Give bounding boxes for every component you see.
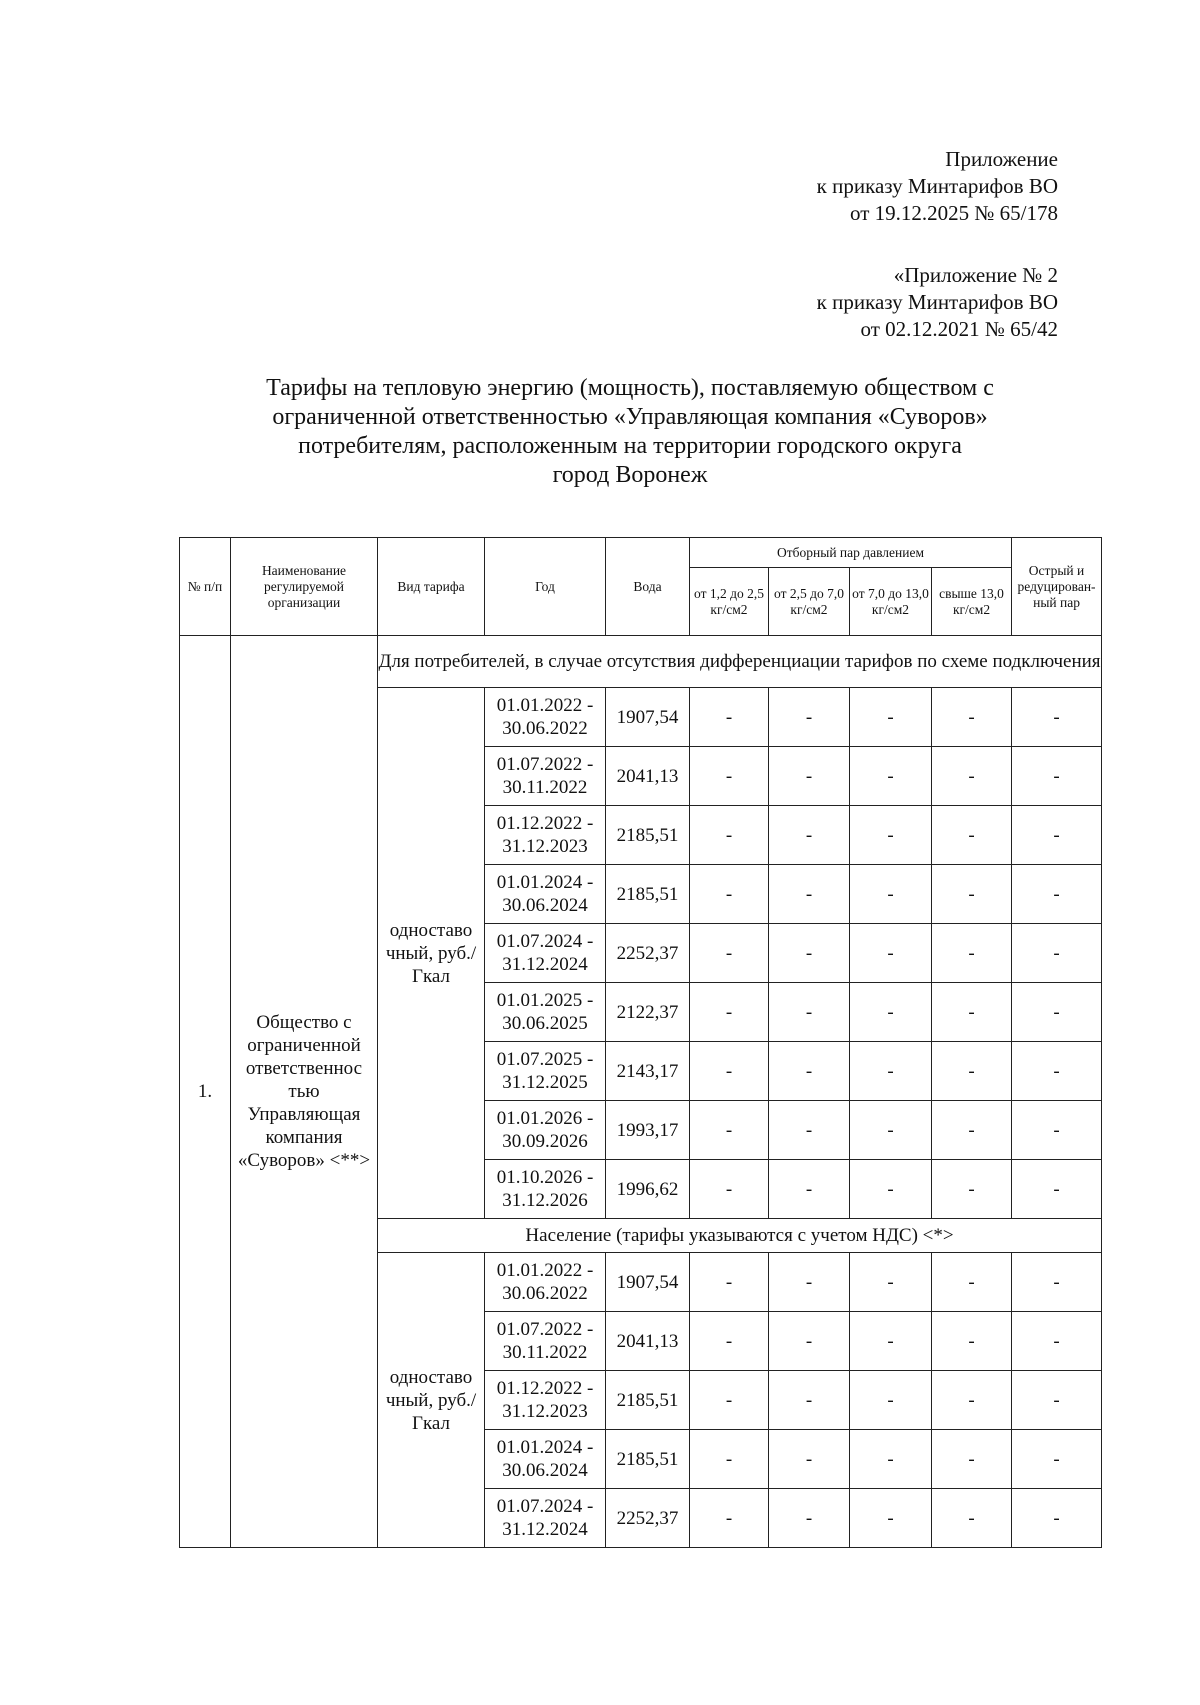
steam-2-value: - — [769, 747, 850, 806]
header-num: № п/п — [180, 538, 231, 636]
steam-4-value: - — [932, 865, 1012, 924]
steam-3-value: - — [850, 1101, 932, 1160]
steam-4-value: - — [932, 1253, 1012, 1312]
sharp-steam-value: - — [1012, 688, 1102, 747]
water-value: 2185,51 — [606, 806, 690, 865]
steam-4-value: - — [932, 1371, 1012, 1430]
water-value: 1907,54 — [606, 1253, 690, 1312]
title-line: потребителям, расположенным на территории городского округа — [298, 433, 962, 459]
period: 01.07.2022 - 30.11.2022 — [485, 747, 606, 806]
appendix-line: от 19.12.2025 № 65/178 — [849, 201, 1058, 225]
prior-appendix-line: «Приложение № 2 — [893, 263, 1058, 287]
steam-1-value: - — [690, 1430, 769, 1489]
period: 01.12.2022 - 31.12.2023 — [485, 806, 606, 865]
period: 01.01.2022 - 30.06.2022 — [485, 688, 606, 747]
steam-3-value: - — [850, 688, 932, 747]
header-steam-2: от 2,5 до 7,0 кг/см2 — [769, 568, 850, 636]
steam-2-value: - — [769, 865, 850, 924]
steam-1-value: - — [690, 1312, 769, 1371]
row-number: 1. — [180, 636, 231, 1548]
water-value: 2252,37 — [606, 1489, 690, 1548]
steam-2-value: - — [769, 1371, 850, 1430]
steam-4-value: - — [932, 1042, 1012, 1101]
prior-appendix-line: от 02.12.2021 № 65/42 — [860, 317, 1058, 341]
sharp-steam-value: - — [1012, 747, 1102, 806]
appendix-line: к приказу Минтарифов ВО — [816, 174, 1058, 198]
steam-1-value: - — [690, 1253, 769, 1312]
steam-4-value: - — [932, 1312, 1012, 1371]
water-value: 2143,17 — [606, 1042, 690, 1101]
period: 01.01.2024 - 30.06.2024 — [485, 865, 606, 924]
water-value: 1993,17 — [606, 1101, 690, 1160]
steam-2-value: - — [769, 1312, 850, 1371]
sharp-steam-value: - — [1012, 1312, 1102, 1371]
steam-3-value: - — [850, 865, 932, 924]
header-org: Наименование регулируемой организации — [231, 538, 378, 636]
steam-4-value: - — [932, 688, 1012, 747]
title-line: ограниченной ответственностью «Управляющая компания «Суворов» — [272, 404, 988, 430]
steam-2-value: - — [769, 1042, 850, 1101]
sharp-steam-value: - — [1012, 1489, 1102, 1548]
steam-3-value: - — [850, 983, 932, 1042]
title-line: Тарифы на тепловую энергию (мощность), поставляемую обществом с — [266, 375, 994, 401]
period: 01.01.2026 - 30.09.2026 — [485, 1101, 606, 1160]
prior-appendix-line: к приказу Минтарифов ВО — [816, 290, 1058, 314]
period: 01.10.2026 - 31.12.2026 — [485, 1160, 606, 1219]
steam-1-value: - — [690, 1101, 769, 1160]
header-year: Год — [485, 538, 606, 636]
appendix-header — [817, 146, 1058, 227]
steam-1-value: - — [690, 1371, 769, 1430]
section-heading: Для потребителей, в случае отсутствия дифференциации тарифов по схеме подключения — [378, 636, 1102, 688]
water-value: 2185,51 — [606, 1371, 690, 1430]
steam-4-value: - — [932, 924, 1012, 983]
sharp-steam-value: - — [1012, 1160, 1102, 1219]
header-steam-3: от 7,0 до 13,0 кг/см2 — [850, 568, 932, 636]
steam-3-value: - — [850, 1312, 932, 1371]
steam-1-value: - — [690, 747, 769, 806]
header-sharp-steam: Острый и редуцирован-ный пар — [1012, 538, 1102, 636]
steam-3-value: - — [850, 1253, 932, 1312]
appendix-line: Приложение — [945, 147, 1058, 171]
steam-2-value: - — [769, 688, 850, 747]
steam-1-value: - — [690, 924, 769, 983]
steam-4-value: - — [932, 1430, 1012, 1489]
sharp-steam-value: - — [1012, 806, 1102, 865]
steam-2-value: - — [769, 1253, 850, 1312]
steam-2-value: - — [769, 1101, 850, 1160]
sharp-steam-value: - — [1012, 983, 1102, 1042]
period: 01.12.2022 - 31.12.2023 — [485, 1371, 606, 1430]
tariff-table — [179, 537, 1102, 1548]
title-line: город Воронеж — [552, 462, 708, 488]
water-value: 2252,37 — [606, 924, 690, 983]
steam-1-value: - — [690, 806, 769, 865]
sharp-steam-value: - — [1012, 865, 1102, 924]
steam-1-value: - — [690, 1160, 769, 1219]
header-steam-1: от 1,2 до 2,5 кг/см2 — [690, 568, 769, 636]
steam-3-value: - — [850, 1160, 932, 1219]
water-value: 2041,13 — [606, 747, 690, 806]
section-heading: Население (тарифы указываются с учетом НДС) <*> — [378, 1219, 1102, 1253]
steam-1-value: - — [690, 983, 769, 1042]
period: 01.07.2025 - 31.12.2025 — [485, 1042, 606, 1101]
steam-2-value: - — [769, 924, 850, 983]
steam-4-value: - — [932, 983, 1012, 1042]
sharp-steam-value: - — [1012, 1253, 1102, 1312]
tariff-type: одноставо чный, руб./Гкал — [378, 1253, 485, 1548]
header-steam-group: Отборный пар давлением — [690, 538, 1012, 568]
steam-3-value: - — [850, 1430, 932, 1489]
steam-3-value: - — [850, 806, 932, 865]
water-value: 2185,51 — [606, 1430, 690, 1489]
document-title — [180, 374, 1080, 490]
period: 01.01.2022 - 30.06.2022 — [485, 1253, 606, 1312]
water-value: 2041,13 — [606, 1312, 690, 1371]
prior-appendix-header — [817, 262, 1058, 343]
period: 01.07.2022 - 30.11.2022 — [485, 1312, 606, 1371]
steam-4-value: - — [932, 747, 1012, 806]
steam-2-value: - — [769, 806, 850, 865]
steam-4-value: - — [932, 806, 1012, 865]
steam-4-value: - — [932, 1489, 1012, 1548]
steam-2-value: - — [769, 1489, 850, 1548]
steam-4-value: - — [932, 1101, 1012, 1160]
header-steam-4: свыше 13,0 кг/см2 — [932, 568, 1012, 636]
period: 01.01.2024 - 30.06.2024 — [485, 1430, 606, 1489]
sharp-steam-value: - — [1012, 1042, 1102, 1101]
steam-1-value: - — [690, 865, 769, 924]
water-value: 2122,37 — [606, 983, 690, 1042]
sharp-steam-value: - — [1012, 924, 1102, 983]
steam-3-value: - — [850, 1489, 932, 1548]
steam-3-value: - — [850, 1042, 932, 1101]
period: 01.07.2024 - 31.12.2024 — [485, 1489, 606, 1548]
steam-2-value: - — [769, 983, 850, 1042]
header-water: Вода — [606, 538, 690, 636]
steam-1-value: - — [690, 1489, 769, 1548]
steam-2-value: - — [769, 1430, 850, 1489]
organization-name: Общество с ограниченной ответственнос тью Управляющая компания «Суворов» <**> — [231, 636, 378, 1548]
water-value: 1996,62 — [606, 1160, 690, 1219]
tariff-type: одноставо чный, руб./Гкал — [378, 688, 485, 1219]
period: 01.07.2024 - 31.12.2024 — [485, 924, 606, 983]
steam-1-value: - — [690, 688, 769, 747]
sharp-steam-value: - — [1012, 1371, 1102, 1430]
water-value: 1907,54 — [606, 688, 690, 747]
sharp-steam-value: - — [1012, 1101, 1102, 1160]
steam-4-value: - — [932, 1160, 1012, 1219]
water-value: 2185,51 — [606, 865, 690, 924]
header-tariff-type: Вид тарифа — [378, 538, 485, 636]
sharp-steam-value: - — [1012, 1430, 1102, 1489]
steam-1-value: - — [690, 1042, 769, 1101]
steam-2-value: - — [769, 1160, 850, 1219]
steam-3-value: - — [850, 747, 932, 806]
period: 01.01.2025 - 30.06.2025 — [485, 983, 606, 1042]
steam-3-value: - — [850, 1371, 932, 1430]
steam-3-value: - — [850, 924, 932, 983]
